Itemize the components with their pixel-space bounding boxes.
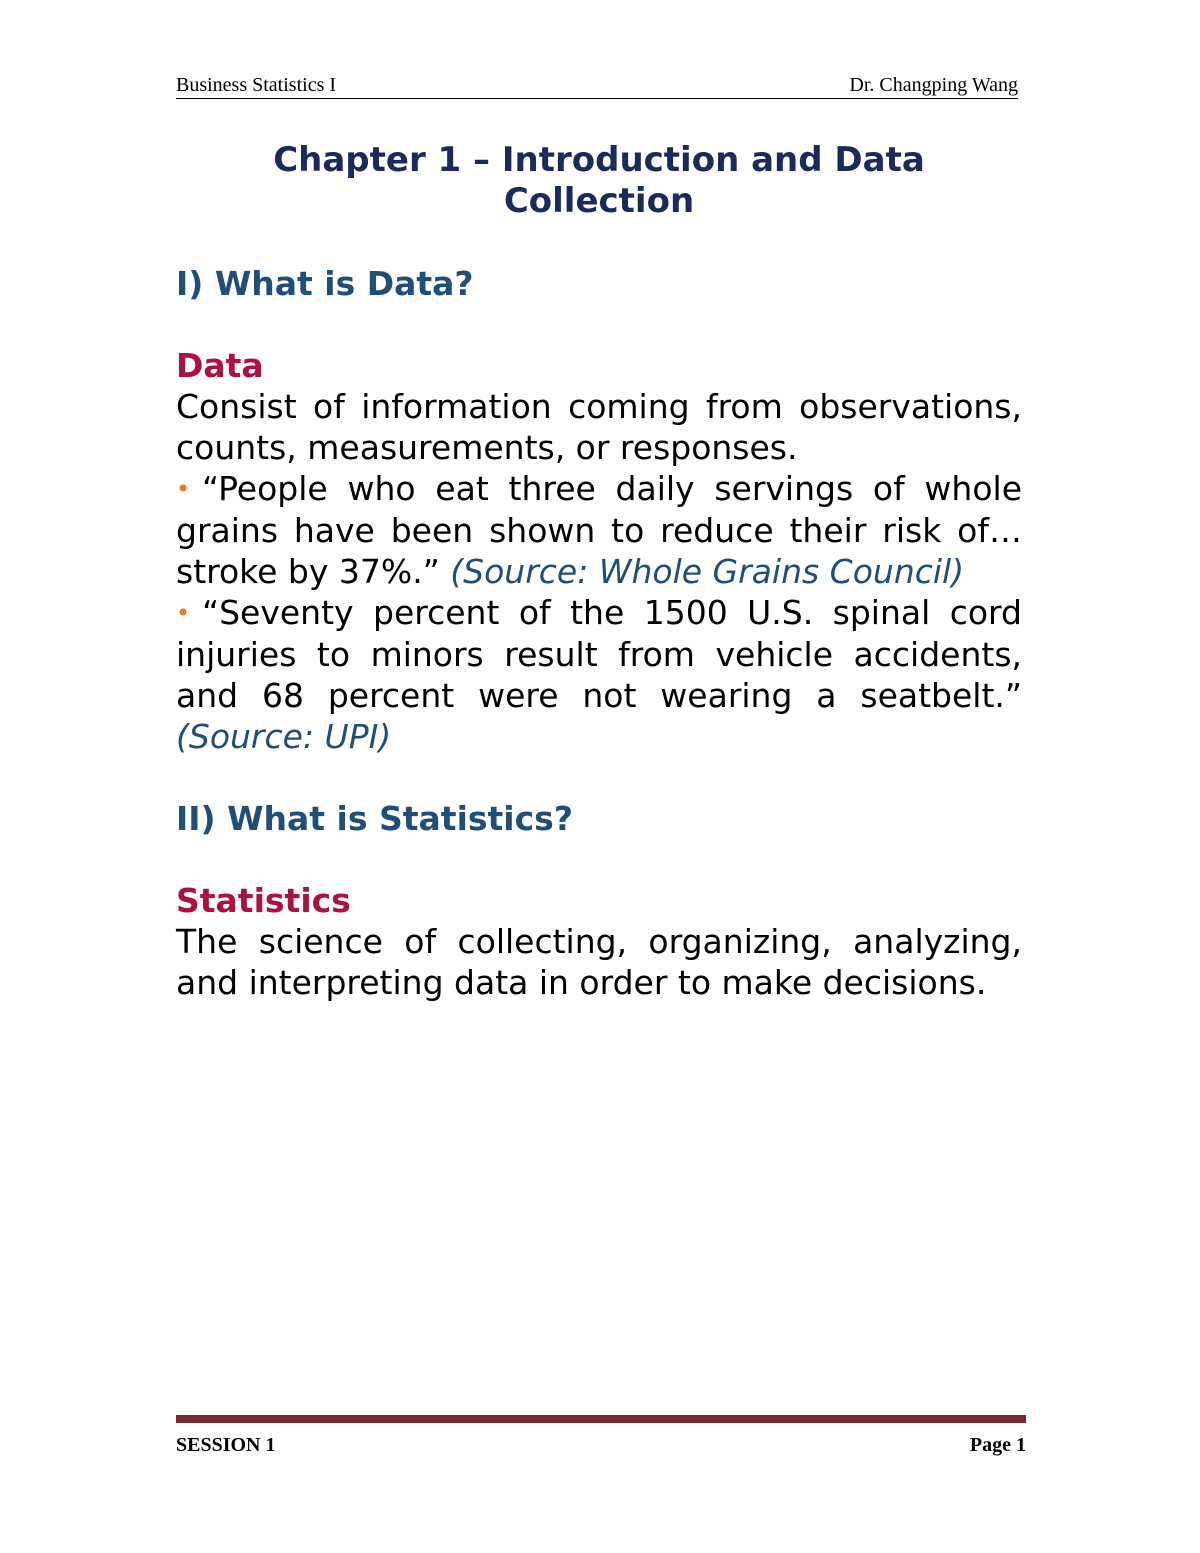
bullet-dot-icon: • [176, 599, 191, 627]
chapter-title-line2: Collection [503, 181, 695, 221]
section-heading-statistics: II) What is Statistics? [176, 799, 573, 838]
bullet-source: (Source: Whole Grains Council) [450, 552, 965, 591]
page-header [176, 72, 1018, 99]
footer-page-number: Page 1 [969, 1434, 1026, 1456]
bullet-dot-icon: • [176, 475, 191, 503]
footer-rule [176, 1415, 1026, 1423]
header-course-title: Business Statistics I [176, 74, 337, 96]
bullet-quote: “People who eat three daily servings of whole grains have been shown to reduce their risk of…stroke by 37%.” [176, 469, 1022, 591]
header-author: Dr. Changping Wang [849, 74, 1018, 96]
bullet-quote: “Seventy percent of the 1500 U.S. spinal cord injuries to minors result from vehicle accidents, and 68 percent were not wearing a seatbelt.” [176, 593, 1022, 715]
bullet-item [176, 468, 1022, 592]
footer-session: SESSION 1 [176, 1434, 276, 1456]
bullet-source: (Source: UPI) [176, 717, 392, 756]
term-statistics: Statistics [176, 881, 351, 920]
definition-data: Consist of information coming from observations, counts, measurements, or responses. [176, 387, 1022, 467]
term-data: Data [176, 346, 264, 385]
section-heading-data: I) What is Data? [176, 264, 474, 303]
chapter-title-line1: Chapter 1 – Introduction and Data [273, 140, 925, 180]
bullet-item [176, 592, 1022, 757]
chapter-title [176, 140, 1022, 222]
definition-statistics: The science of collecting, organizing, analyzing, and interpreting data in order to make decisions. [176, 922, 1022, 1002]
page-body [176, 140, 1022, 1003]
